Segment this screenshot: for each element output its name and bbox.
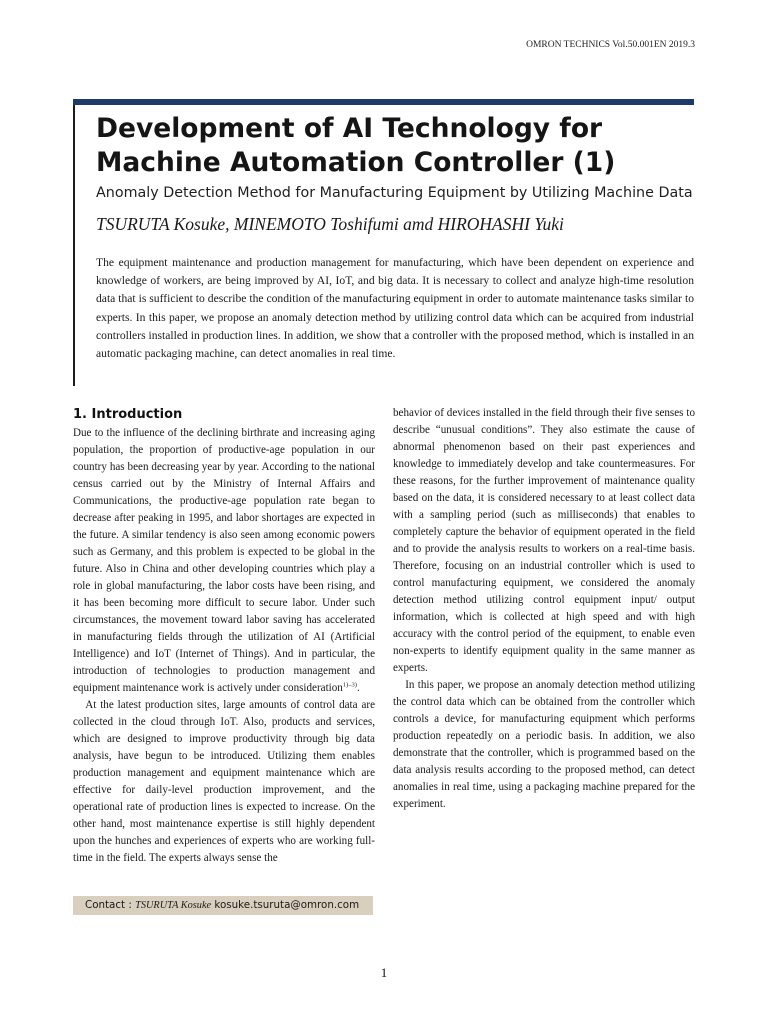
paragraph <box>73 425 375 697</box>
title-block-rule <box>73 105 75 386</box>
contact-label: Contact : <box>85 899 132 911</box>
title-line-2: Machine Automation Controller (1) <box>96 147 616 178</box>
right-column <box>393 405 695 813</box>
header-rule <box>73 99 694 105</box>
paragraph: In this paper, we propose an anomaly detection method utilizing the control data which can be obtained from the controller which controls a device, for manufacturing equipment which performs production repeatedly on a periodic basis. In addition, we also demonstrate that the controller, which is programmed based on the data analysis results according to the proposed method, can detect anomalies in real time, using a packaging machine prepared for the experiment. <box>393 679 695 810</box>
citation-reference: 1)–3) <box>342 681 357 689</box>
paragraph-text: Due to the influence of the declining birthrate and increasing aging population, the proportion of productive-age population in our country has been decreasing year by year. According to the national census carried out by the Ministry of Internal Affairs and Communications, the productive-age population rate began to decrease after peaking in 1995, and labor shortages are expected in the future. A similar tendency is also seen among economic powers such as Germany, and this problem is expected to be global in the future. Also in China and other developing countries which play a role in global manufacturing, the labor costs have been rising, and it has been becoming more difficult to secure labor. Under such circumstances, the movement toward labor saving has accelerated in manufacturing fields through the utilization of AI (Artificial Intelligence) and IoT (Internet of Things). And in particular, the introduction of technologies to production management and equipment maintenance work is actively under consideration <box>73 427 375 694</box>
article-authors: TSURUTA Kosuke, MINEMOTO Toshifumi amd HIROHASHI Yuki <box>96 214 564 234</box>
page-number: 1 <box>380 965 388 980</box>
contact-box <box>73 896 373 915</box>
contact-name: TSURUTA Kosuke <box>135 900 212 911</box>
article-title <box>96 112 696 180</box>
left-column <box>73 405 375 867</box>
article-subtitle: Anomaly Detection Method for Manufacturing Equipment by Utilizing Machine Data <box>96 185 693 201</box>
abstract: The equipment maintenance and production management for manufacturing, which have been dependent on experience and knowledge of workers, are being improved by AI, IoT, and big data. It is necessary to collect and analyze high-time resolution data that is sufficient to describe the condition of the manufacturing equipment in order to automate maintenance tasks similar to experts. In this paper, we propose an anomaly detection method by utilizing control data which can be acquired from industrial controllers installed in production lines. In addition, we show that a controller with the proposed method, which is installed in an automatic packaging machine, can detect anomalies in real time. <box>96 256 694 361</box>
contact-email[interactable]: kosuke.tsuruta@omron.com <box>214 899 360 911</box>
running-head: OMRON TECHNICS Vol.50.001EN 2019.3 <box>526 40 695 50</box>
paragraph: behavior of devices installed in the field through their five senses to describe “unusual conditions”. They also estimate the cause of abnormal phenomenon based on their past experiences and knowledge to immediately develop and take countermeasures. For these reasons, for the further improvement of maintenance quality based on the data, it is considered necessary to at least collect data with a sampling period (such as milliseconds) that enables to completely capture the behavior of equipment operated in the field and to provide the analysis results to workers on a real-time basis. Therefore, focusing on an industrial controller which is used to control manufacturing equipment, we considered the anomaly detection method utilizing control equipment input/ output information, which is collected at high speed and with high accuracy with the control period of the equipment, to enable even non-experts to identify equipment quality in the same manner as experts. <box>393 407 695 674</box>
paragraph: At the latest production sites, large amounts of control data are collected in the cloud through IoT. Also, products and services, which are designed to improve productivity through big data analysis, have begun to be introduced. Utilizing them enables production management and equipment maintenance which are effective for daily-level production improvement, and the operational rate of production lines is expected to increase. On the other hand, most maintenance expertise is still highly dependent upon the hunches and experiences of experts who are working full-time in the field. The experts always sense the <box>73 699 375 864</box>
section-heading: 1. Introduction <box>73 407 183 422</box>
paragraph-end: . <box>356 682 360 694</box>
title-line-1: Development of AI Technology for <box>96 113 603 144</box>
